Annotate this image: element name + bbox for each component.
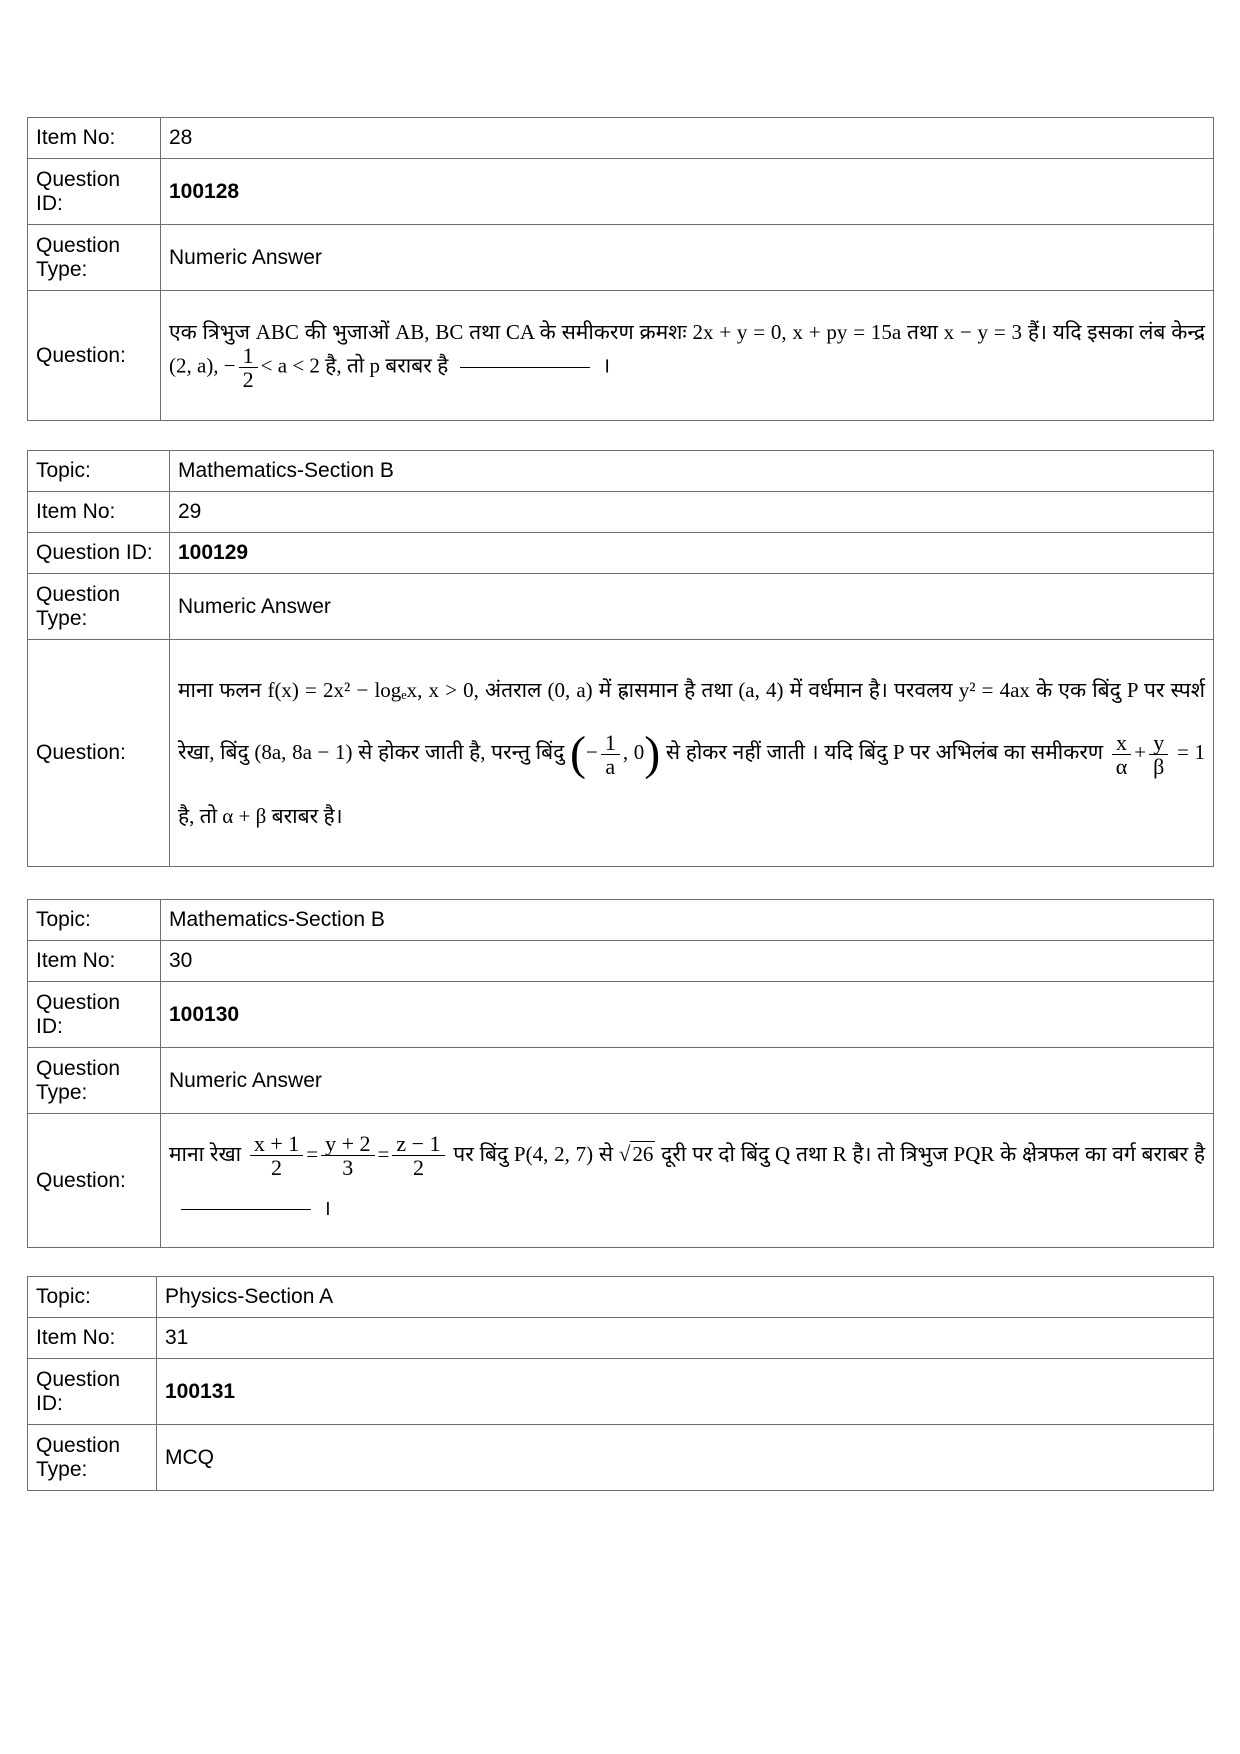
topic-label: Topic: bbox=[28, 900, 161, 941]
fraction-x-over-alpha: $\frac{x}{\alpha}$ bbox=[1112, 731, 1132, 778]
question-text: माना फलन f(x) = 2x² − logₑx, x > 0, अंतराल (0, a) में ह्रासमान है तथा (a, 4) में वर्धमान है। परवलय y² = 4ax के एक बिंदु P पर स्पर्श रेखा, बिंदु (8a, 8a − 1) से होकर जाती है, परन्तु बिंदु (− $\frac{1}{a}$ , 0) से होकर नहीं जाती । यदि बिंदु P पर अभिलंब का समीकरण $\frac{x}{\alpha}$ + $\frac{y}{\beta}$ = 1 है, तो α + β बराबर है। bbox=[170, 640, 1214, 867]
question-id-value: 100130 bbox=[161, 982, 1214, 1048]
item-no-value: 29 bbox=[170, 492, 1214, 533]
question-id-label: Question ID: bbox=[28, 1359, 157, 1425]
question-type-label: Question Type: bbox=[28, 574, 170, 640]
question-table-28 bbox=[27, 117, 1214, 421]
fraction-one-half: $\frac{1}{2}$ bbox=[239, 344, 258, 391]
item-no-label: Item No: bbox=[28, 492, 170, 533]
question-type-value: Numeric Answer bbox=[161, 225, 1214, 291]
item-no-value: 31 bbox=[157, 1318, 1214, 1359]
question-label: Question: bbox=[28, 291, 161, 421]
question-type-value: MCQ bbox=[157, 1425, 1214, 1491]
fraction-y-over-beta: $\frac{y}{\beta}$ bbox=[1149, 731, 1168, 778]
question-label: Question: bbox=[28, 1114, 161, 1248]
topic-label: Topic: bbox=[28, 1277, 157, 1318]
fraction-z-minus-1-over-2: $\frac{z - 1}{2}$ bbox=[392, 1132, 444, 1179]
answer-blank bbox=[460, 367, 590, 368]
topic-value: Mathematics-Section B bbox=[170, 451, 1214, 492]
item-no-label: Item No: bbox=[28, 118, 161, 159]
item-no-value: 30 bbox=[161, 941, 1214, 982]
question-type-label: Question Type: bbox=[28, 225, 161, 291]
question-id-value: 100128 bbox=[161, 159, 1214, 225]
question-id-value: 100131 bbox=[157, 1359, 1214, 1425]
topic-value: Physics-Section A bbox=[157, 1277, 1214, 1318]
topic-value: Mathematics-Section B bbox=[161, 900, 1214, 941]
fraction-y-plus-2-over-3: $\frac{y + 2}{3}$ bbox=[321, 1132, 374, 1179]
question-type-label: Question Type: bbox=[28, 1048, 161, 1114]
question-table-29 bbox=[27, 450, 1214, 867]
topic-label: Topic: bbox=[28, 451, 170, 492]
item-no-value: 28 bbox=[161, 118, 1214, 159]
fraction-x-plus-1-over-2: $\frac{x + 1}{2}$ bbox=[250, 1132, 303, 1179]
fraction-one-over-a: $\frac{1}{a}$ bbox=[601, 731, 620, 778]
question-label: Question: bbox=[28, 640, 170, 867]
question-id-label: Question ID: bbox=[28, 982, 161, 1048]
question-table-31 bbox=[27, 1276, 1214, 1491]
question-id-value: 100129 bbox=[170, 533, 1214, 574]
question-type-label: Question Type: bbox=[28, 1425, 157, 1491]
sqrt-26: √26 bbox=[618, 1141, 654, 1166]
question-text: एक त्रिभुज ABC की भुजाओं AB, BC तथा CA के समीकरण क्रमशः 2x + y = 0, x + py = 15a तथा x − y = 3 हैं। यदि इसका लंब केन्द्र (2, a), − $\frac{1}{2}$ < a < 2 है, तो p बराबर है । bbox=[161, 291, 1214, 421]
answer-blank bbox=[181, 1209, 311, 1210]
item-no-label: Item No: bbox=[28, 1318, 157, 1359]
question-text: माना रेखा $\frac{x + 1}{2}$ = $\frac{y + 2}{3}$ = $\frac{z - 1}{2}$ पर बिंदु P(4, 2, 7) से √26 दूरी पर दो बिंदु Q तथा R है। तो त्रिभुज PQR के क्षेत्रफल का वर्ग बराबर है। bbox=[161, 1114, 1214, 1248]
question-type-value: Numeric Answer bbox=[161, 1048, 1214, 1114]
item-no-label: Item No: bbox=[28, 941, 161, 982]
question-table-30 bbox=[27, 899, 1214, 1248]
question-type-value: Numeric Answer bbox=[170, 574, 1214, 640]
question-id-label: Question ID: bbox=[28, 159, 161, 225]
question-id-label: Question ID: bbox=[28, 533, 170, 574]
